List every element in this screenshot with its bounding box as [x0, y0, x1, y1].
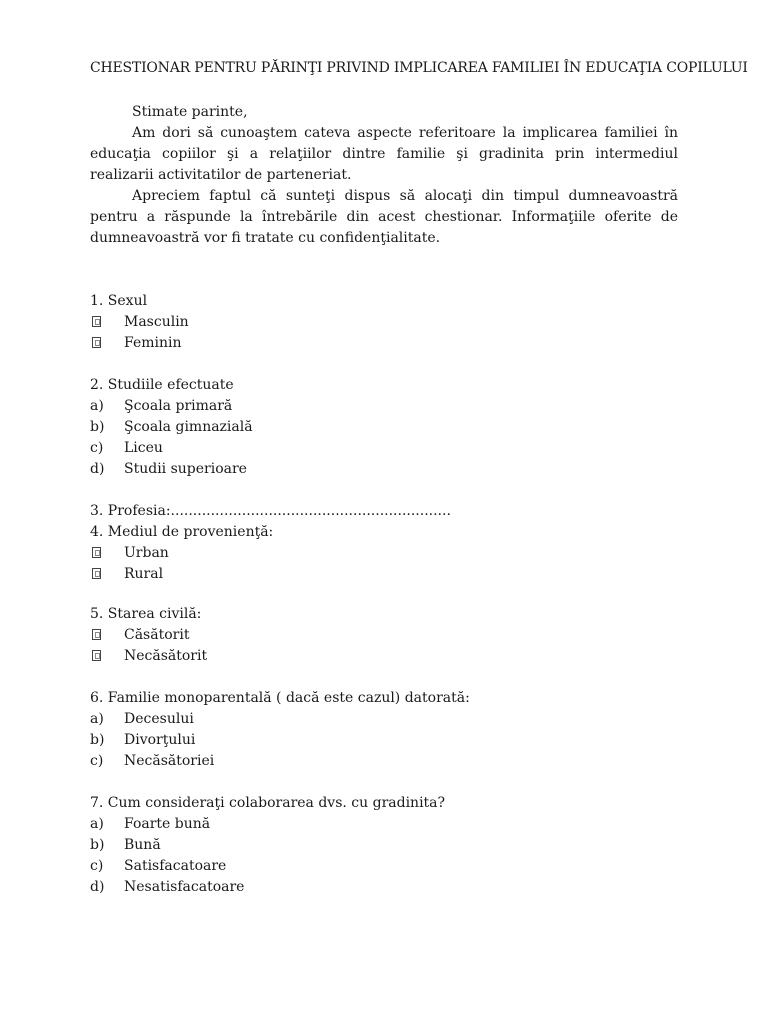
option-label: Liceu: [124, 440, 163, 456]
intro-paragraph-1: Am dori să cunoaştem cateva aspecte referitoare la implicarea familiei în educaţia copiilor şi a relaţiilor dintre familie şi gradinita prin intermediul realizarii activitatilor de parteneriat.: [90, 125, 678, 183]
question-3-profession-field[interactable]: 3. Profesia:...............................................................: [90, 503, 451, 519]
option-label: Decesului: [124, 711, 194, 727]
option-label: Divorţului: [124, 732, 196, 748]
option-b[interactable]: [90, 835, 680, 856]
option-label: Căsătorit: [124, 627, 190, 643]
option-c[interactable]: [90, 438, 680, 459]
option-marker: a): [90, 711, 104, 727]
checkbox-icon[interactable]: [92, 568, 101, 579]
option-necasatorit[interactable]: [90, 646, 680, 667]
question-2-text: 2. Studiile efectuate: [90, 377, 234, 393]
option-a[interactable]: [90, 814, 680, 835]
question-5: [90, 604, 680, 667]
question-2: [90, 375, 680, 480]
option-c[interactable]: [90, 751, 680, 772]
checkbox-icon[interactable]: [92, 547, 101, 558]
question-1-text: 1. Sexul: [90, 293, 148, 309]
question-7: [90, 793, 680, 898]
option-label: Şcoala gimnazială: [124, 419, 253, 435]
option-casatorit[interactable]: [90, 625, 680, 646]
option-marker: b): [90, 732, 105, 748]
option-marker: b): [90, 419, 105, 435]
option-label: Masculin: [124, 314, 189, 330]
option-marker: a): [90, 398, 104, 414]
option-label: Nesatisfacatoare: [124, 879, 245, 895]
question-6-text: 6. Familie monoparentală ( dacă este cazul) datorată:: [90, 690, 470, 706]
checkbox-icon[interactable]: [92, 337, 101, 348]
option-d[interactable]: [90, 459, 680, 480]
intro-paragraph-2: Apreciem faptul că sunteţi dispus să alocaţi din timpul dumneavoastră pentru a răspunde la întrebările din acest chestionar. Informaţiile oferite de dumneavoastră vor fi tratate cu confidenţialitate.: [90, 188, 678, 246]
checkbox-icon[interactable]: [92, 650, 101, 661]
option-c[interactable]: [90, 856, 680, 877]
option-marker: d): [90, 879, 105, 895]
option-label: Satisfacatoare: [124, 858, 227, 874]
option-a[interactable]: [90, 709, 680, 730]
option-marker: a): [90, 816, 104, 832]
option-label: Şcoala primară: [124, 398, 233, 414]
question-4-text: 4. Mediul de provenienţă:: [90, 524, 274, 540]
checkbox-icon[interactable]: [92, 629, 101, 640]
option-marker: c): [90, 753, 104, 769]
option-masculin[interactable]: [90, 312, 680, 333]
option-label: Foarte bună: [124, 816, 211, 832]
option-marker: c): [90, 858, 104, 874]
option-b[interactable]: [90, 730, 680, 751]
option-label: Necăsătorit: [124, 648, 208, 664]
option-marker: d): [90, 461, 105, 477]
checkbox-icon[interactable]: [92, 316, 101, 327]
question-5-text: 5. Starea civilă:: [90, 606, 202, 622]
salutation: Stimate parinte,: [132, 104, 248, 120]
option-label: Urban: [124, 545, 169, 561]
option-d[interactable]: [90, 877, 680, 898]
option-feminin[interactable]: [90, 333, 680, 354]
option-marker: b): [90, 837, 105, 853]
question-6: [90, 688, 680, 772]
option-urban[interactable]: [90, 543, 680, 564]
document-title: CHESTIONAR PENTRU PĂRINŢI PRIVIND IMPLICAREA FAMILIEI ÎN EDUCAŢIA COPILULUI: [90, 60, 748, 76]
question-3-4: [90, 501, 680, 585]
question-1: [90, 291, 680, 354]
option-label: Necăsătoriei: [124, 753, 215, 769]
question-7-text: 7. Cum consideraţi colaborarea dvs. cu gradinita?: [90, 795, 446, 811]
option-label: Studii superioare: [124, 461, 247, 477]
option-label: Rural: [124, 566, 164, 582]
option-a[interactable]: [90, 396, 680, 417]
option-label: Feminin: [124, 335, 182, 351]
option-b[interactable]: [90, 417, 680, 438]
option-rural[interactable]: [90, 564, 680, 585]
option-label: Bună: [124, 837, 161, 853]
intro-section: [90, 102, 678, 249]
option-marker: c): [90, 440, 104, 456]
